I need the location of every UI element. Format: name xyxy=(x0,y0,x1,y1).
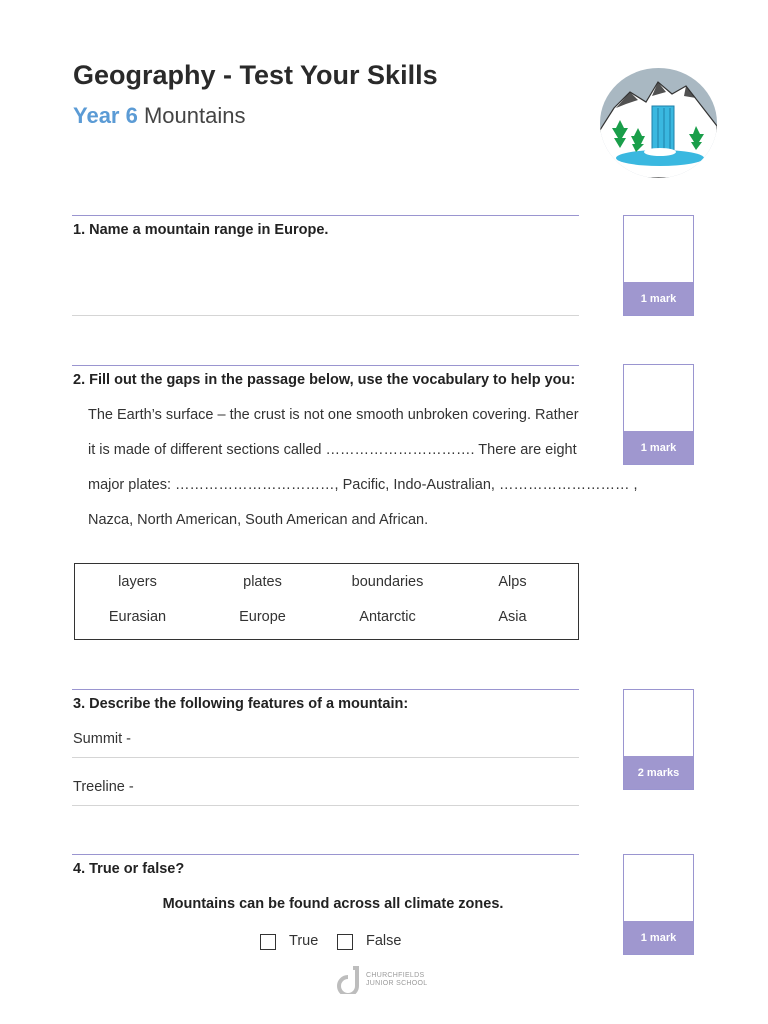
q2-text: 2. Fill out the gaps in the passage below, use the vocabulary to help you: xyxy=(73,372,576,388)
year-label: Year 6 xyxy=(73,103,138,128)
q2-mark-label: 1 mark xyxy=(624,431,693,464)
treeline-answer-line[interactable] xyxy=(72,805,579,806)
q2-passage-line: The Earth’s surface – the crust is not one smooth unbroken covering. Rather xyxy=(88,407,579,423)
summit-answer-line[interactable] xyxy=(72,757,579,758)
vocab-word: Antarctic xyxy=(359,609,416,625)
q1-text: 1. Name a mountain range in Europe. xyxy=(73,222,329,238)
vocab-word: Alps xyxy=(498,574,527,590)
true-label: True xyxy=(289,933,319,949)
q3-top-rule xyxy=(72,689,579,690)
q4-mark-label: 1 mark xyxy=(624,921,693,954)
topic-label: Mountains xyxy=(143,103,246,128)
q4-statement: Mountains can be found across all climate zones. xyxy=(162,896,504,912)
true-checkbox[interactable] xyxy=(260,934,276,950)
q4-top-rule xyxy=(72,854,579,855)
false-label: False xyxy=(366,933,402,949)
q3-mark-label: 2 marks xyxy=(624,756,693,789)
q2-passage-line: Nazca, North American, South American and African. xyxy=(88,512,429,528)
q3-mark-box[interactable] xyxy=(623,689,694,790)
q2-passage-line[interactable]: it is made of different sections called …………………………. There are eight xyxy=(88,442,577,458)
vocab-word: layers xyxy=(118,574,157,590)
vocab-word: Asia xyxy=(498,609,527,625)
q1-top-rule xyxy=(72,215,579,216)
school-logo-icon xyxy=(336,966,362,994)
q2-top-rule xyxy=(72,365,579,366)
vocabulary-box xyxy=(74,563,579,640)
logo-line-2: JUNIOR SCHOOL xyxy=(366,980,428,987)
vocab-word: Eurasian xyxy=(108,609,167,625)
q3-text: 3. Describe the following features of a mountain: xyxy=(73,696,409,712)
q2-mark-box[interactable] xyxy=(623,364,694,465)
mountain-waterfall-icon xyxy=(600,68,717,178)
school-logo xyxy=(336,966,427,994)
q2-passage-line[interactable]: major plates: ……………………………, Pacific, Indo-Australian, ……………………… , xyxy=(88,477,638,493)
summit-label: Summit - xyxy=(73,731,131,747)
q1-mark-box[interactable] xyxy=(623,215,694,316)
q4-mark-box[interactable] xyxy=(623,854,694,955)
page-title: Geography - Test Your Skills xyxy=(73,60,438,90)
q4-text: 4. True or false? xyxy=(73,861,185,877)
false-checkbox[interactable] xyxy=(337,934,353,950)
page-subtitle xyxy=(73,103,245,129)
logo-line-1: CHURCHFIELDS xyxy=(366,972,425,979)
q1-mark-label: 1 mark xyxy=(624,282,693,315)
vocab-word: Europe xyxy=(239,609,286,625)
vocab-word: plates xyxy=(243,574,282,590)
vocab-word: boundaries xyxy=(351,574,424,590)
treeline-label: Treeline - xyxy=(73,779,134,795)
q1-answer-line[interactable] xyxy=(72,315,579,316)
